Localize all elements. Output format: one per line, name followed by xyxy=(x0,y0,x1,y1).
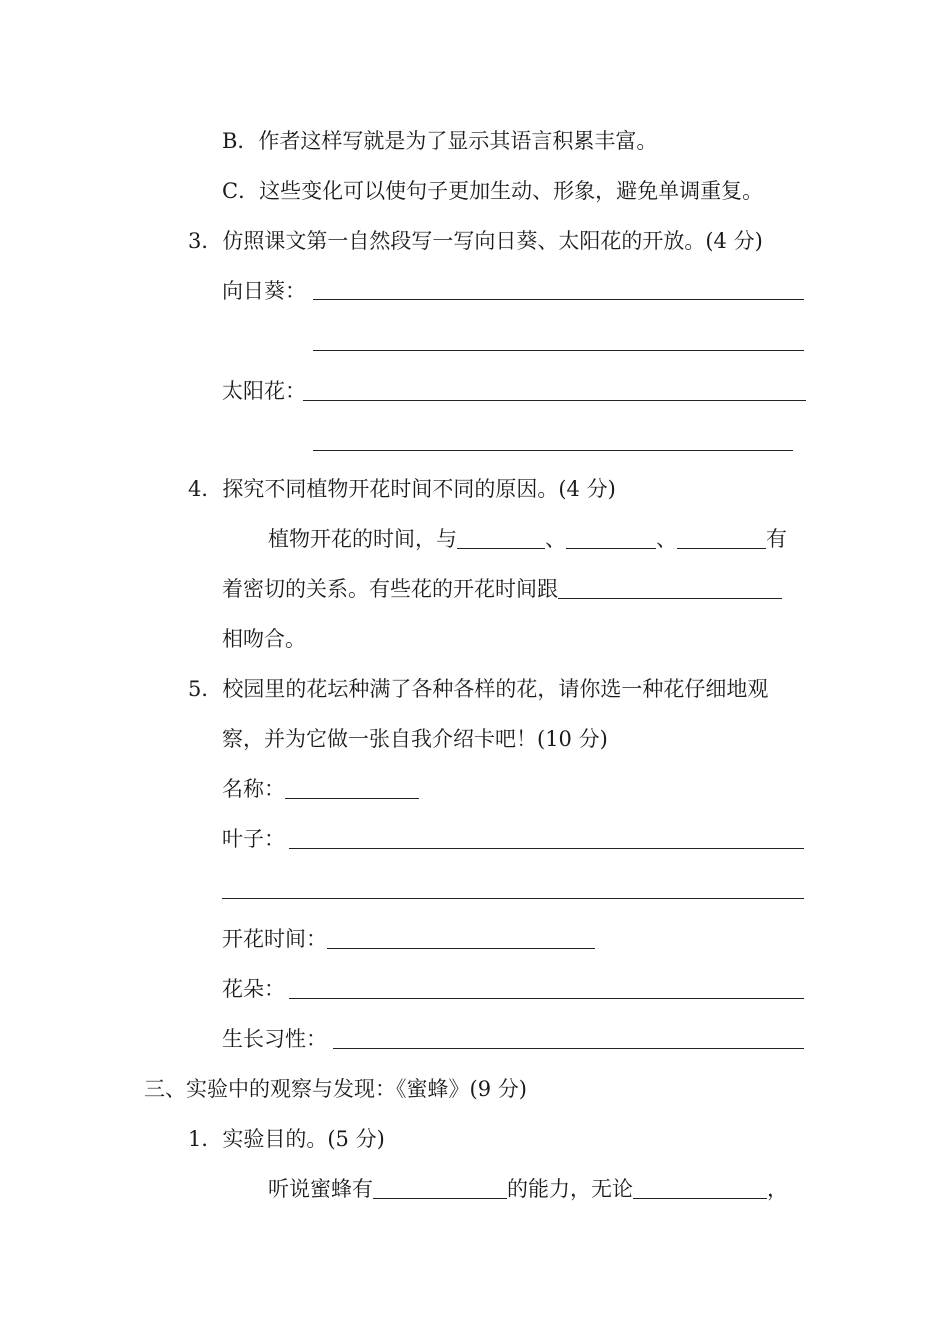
question-5 xyxy=(188,674,768,704)
q3-sunflower-label: 向日葵： xyxy=(222,279,306,303)
q4-text-c: 着密切的关系。有些花的开花时间跟 xyxy=(222,577,558,601)
s3-q1-text-c: ， xyxy=(767,1177,788,1201)
q5-leaf-label: 叶子： xyxy=(222,827,285,851)
q5-leaf-blank-2[interactable] xyxy=(222,898,804,899)
q5-habit-blank[interactable] xyxy=(333,1048,804,1049)
option-c xyxy=(222,176,763,206)
q5-leaf-blank-1[interactable] xyxy=(289,848,804,849)
q4-blank-1[interactable] xyxy=(457,526,545,549)
q5-time-row xyxy=(222,924,595,954)
question-4-text: 4．探究不同植物开花时间不同的原因。(4 分) xyxy=(188,477,616,501)
q5-name-blank[interactable] xyxy=(285,776,419,799)
q3-portulaca-blank-1[interactable] xyxy=(303,400,806,401)
s3-question-1-text: 1．实验目的。(5 分) xyxy=(188,1127,385,1151)
q5-habit-label: 生长习性： xyxy=(222,1027,327,1051)
q3-portulaca-blank-2[interactable] xyxy=(313,450,793,451)
q4-separator-1: 、 xyxy=(545,527,566,551)
s3-q1-blank-2[interactable] xyxy=(633,1176,767,1199)
q5-flower-label: 花朵： xyxy=(222,977,285,1001)
q3-sunflower-blank-1[interactable] xyxy=(313,299,804,300)
s3-q1-text-a: 听说蜜蜂有 xyxy=(268,1177,373,1201)
q5-name-row xyxy=(222,774,419,804)
q4-text-a: 植物开花的时间，与 xyxy=(268,527,457,551)
q3-portulaca-label: 太阳花： xyxy=(222,379,306,403)
q5-time-blank[interactable] xyxy=(327,926,595,949)
q4-sentence-2 xyxy=(222,574,782,604)
s3-q1-sentence xyxy=(268,1174,788,1204)
question-5-line-2: 察，并为它做一张自我介绍卡吧！(10 分) xyxy=(222,727,608,751)
option-c-text: C．这些变化可以使句子更加生动、形象，避免单调重复。 xyxy=(222,179,764,203)
q5-leaf-row xyxy=(222,824,285,854)
q5-flower-row xyxy=(222,974,285,1004)
q3-sunflower-row xyxy=(222,276,306,306)
q4-text-b: 有 xyxy=(766,527,787,551)
question-4 xyxy=(188,474,616,504)
s3-question-1 xyxy=(188,1124,385,1154)
s3-q1-text-b: 的能力，无论 xyxy=(507,1177,633,1201)
q4-blank-4[interactable] xyxy=(558,576,782,599)
q3-sunflower-blank-2[interactable] xyxy=(313,350,804,351)
q3-portulaca-row xyxy=(222,376,306,406)
option-b xyxy=(222,126,657,156)
q4-blank-2[interactable] xyxy=(566,526,656,549)
q5-time-label: 开花时间： xyxy=(222,927,327,951)
q5-name-label: 名称： xyxy=(222,777,285,801)
question-5-line-1: 5．校园里的花坛种满了各种各样的花，请你选一种花仔细地观 xyxy=(188,677,769,701)
q5-flower-blank[interactable] xyxy=(289,998,804,999)
question-3-text: 3．仿照课文第一自然段写一写向日葵、太阳花的开放。(4 分) xyxy=(188,229,763,253)
s3-q1-blank-1[interactable] xyxy=(373,1176,507,1199)
q4-separator-2: 、 xyxy=(656,527,677,551)
q4-blank-3[interactable] xyxy=(677,526,766,549)
q4-sentence-3 xyxy=(222,624,306,654)
section-3-title: 三、实验中的观察与发现：《蜜蜂》(9 分) xyxy=(144,1077,527,1101)
q4-text-d: 相吻合。 xyxy=(222,627,306,651)
q4-sentence-1 xyxy=(268,524,787,554)
section-3-heading xyxy=(144,1074,527,1104)
question-3 xyxy=(188,226,763,256)
q5-habit-row xyxy=(222,1024,327,1054)
question-5-cont xyxy=(222,724,608,754)
option-b-text: B．作者这样写就是为了显示其语言积累丰富。 xyxy=(222,129,658,153)
